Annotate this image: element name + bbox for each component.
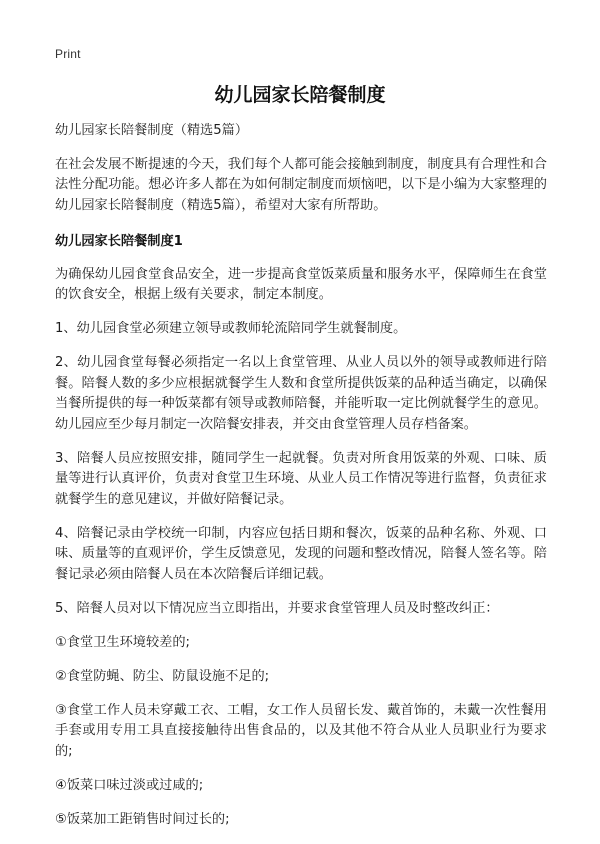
paragraph: 1、幼儿园食堂必须建立领导或教师轮流陪同学生就餐制度。 — [55, 321, 407, 336]
section-heading: 幼儿园家长陪餐制度1 — [55, 234, 183, 249]
paragraph: 2、幼儿园食堂每餐必须指定一名以上食堂管理、从业人员以外的领导或教师进行陪餐。陪餐人数的多少应根据就餐学生人数和食堂所提供饭菜的品种适当确定，以确保当餐所提供的每一种饭菜都有领导或教师陪餐，并能听取一定比例就餐学生的意见。幼儿园应至少每月制定一次陪餐安排表，并交由食堂管理人员存档备案。 — [55, 355, 547, 432]
document-subtitle: 幼儿园家长陪餐制度（精选5篇） — [55, 123, 249, 138]
list-item: ④饭菜口味过淡或过咸的; — [55, 777, 204, 793]
list-item: ②食堂防蝇、防尘、防鼠设施不足的; — [55, 668, 270, 684]
print-label[interactable]: Print — [55, 47, 81, 61]
intro-paragraph: 在社会发展不断提速的今天，我们每个人都可能会接触到制度，制度具有合理性和合法性分配功能。想必许多人都在为如何制定制度而烦恼吧，以下是小编为大家整理的幼儿园家长陪餐制度（精选5篇），希望对大家有所帮助。 — [55, 156, 547, 213]
page-title: 幼儿园家长陪餐制度 — [214, 84, 386, 106]
paragraph: 3、陪餐人员应按照安排，随同学生一起就餐。负责对所食用饭菜的外观、口味、质量等进行认真评价，负责对食堂卫生环境、从业人员工作情况等进行监督，负责征求就餐学生的意见建议，并做好陪餐记录。 — [55, 450, 547, 507]
document-body — [55, 121, 547, 844]
list-item: ①食堂卫生环境较差的; — [55, 634, 190, 650]
list-item: ③食堂工作人员未穿戴工衣、工帽，女工作人员留长发、戴首饰的，未戴一次性餐用手套或用专用工具直接接触待出售食品的，以及其他不符合从业人员职业行为要求的; — [55, 702, 547, 759]
paragraph: 为确保幼儿园食堂食品安全，进一步提高食堂饭菜质量和服务水平，保障师生在食堂的饮食安全，根据上级有关要求，制定本制度。 — [55, 266, 547, 302]
paragraph: 4、陪餐记录由学校统一印制，内容应包括日期和餐次，饭菜的品种名称、外观、口味、质量等的直观评价，学生反馈意见，发现的问题和整改情况，陪餐人签名等。陪餐记录必须由陪餐人员在本次陪餐后详细记载。 — [55, 525, 547, 582]
list-item: ⑤饭菜加工距销售时间过长的; — [55, 811, 230, 827]
paragraph: 5、陪餐人员对以下情况应当立即指出，并要求食堂管理人员及时整改纠正： — [55, 600, 499, 616]
